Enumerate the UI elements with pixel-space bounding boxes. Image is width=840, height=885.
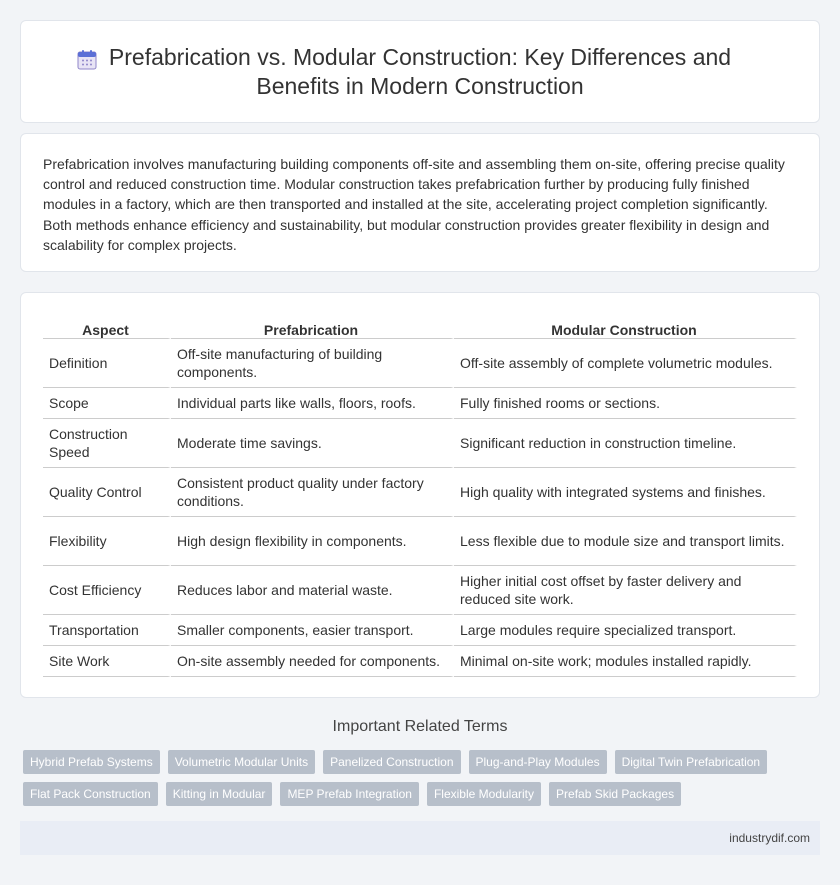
table-row xyxy=(43,615,797,646)
title-card xyxy=(20,20,820,123)
header-aspect: Aspect xyxy=(43,313,171,339)
table-row xyxy=(43,419,797,468)
cell-modular: Large modules require specialized transport. xyxy=(454,615,797,646)
cell-prefabrication: Reduces labor and material waste. xyxy=(171,566,454,615)
cell-aspect: Scope xyxy=(43,388,171,419)
related-term-tag[interactable]: Volumetric Modular Units xyxy=(168,750,315,774)
comparison-card xyxy=(20,292,820,698)
cell-aspect: Definition xyxy=(43,339,171,388)
intro-paragraph: Prefabrication involves manufacturing building components off-site and assembling them on-site, offering precise quality control and reduced construction time. Modular construction takes prefabrication further by producing fully finished modules in a factory, which are then transported and installed at the site, accelerating project completion significantly. Both methods enhance efficiency and sustainability, but modular construction provides greater flexibility in design and scalability for complex projects. xyxy=(43,156,785,253)
cell-prefabrication: On-site assembly needed for components. xyxy=(171,646,454,677)
related-term-tag[interactable]: Plug-and-Play Modules xyxy=(469,750,607,774)
cell-aspect: Transportation xyxy=(43,615,171,646)
cell-modular: High quality with integrated systems and finishes. xyxy=(454,468,797,517)
cell-modular: Higher initial cost offset by faster delivery and reduced site work. xyxy=(454,566,797,615)
related-term-tag[interactable]: Kitting in Modular xyxy=(166,782,273,806)
cell-aspect: Construction Speed xyxy=(43,419,171,468)
cell-aspect: Cost Efficiency xyxy=(43,566,171,615)
intro-card xyxy=(20,133,820,272)
cell-prefabrication: Smaller components, easier transport. xyxy=(171,615,454,646)
footer xyxy=(20,821,820,855)
table-header-row xyxy=(43,313,797,339)
cell-aspect: Flexibility xyxy=(43,517,171,566)
cell-prefabrication: Consistent product quality under factory conditions. xyxy=(171,468,454,517)
related-term-tag[interactable]: Panelized Construction xyxy=(323,750,460,774)
page-title: Prefabrication vs. Modular Construction: Key Differences and Benefits in Modern Construction xyxy=(108,44,732,99)
header-prefabrication: Prefabrication xyxy=(171,313,454,339)
table-row xyxy=(43,566,797,615)
cell-aspect: Site Work xyxy=(43,646,171,677)
cell-aspect: Quality Control xyxy=(43,468,171,517)
cell-modular: Less flexible due to module size and transport limits. xyxy=(454,517,797,566)
related-terms-title: Important Related Terms xyxy=(332,718,508,735)
related-term-tag[interactable]: Prefab Skid Packages xyxy=(549,782,681,806)
cell-modular: Off-site assembly of complete volumetric modules. xyxy=(454,339,797,388)
header-modular: Modular Construction xyxy=(454,313,797,339)
related-term-tag[interactable]: Flat Pack Construction xyxy=(23,782,158,806)
cell-modular: Significant reduction in construction timeline. xyxy=(454,419,797,468)
related-term-tag[interactable]: Flexible Modularity xyxy=(427,782,541,806)
table-row xyxy=(43,339,797,388)
table-row xyxy=(43,517,797,566)
table-row xyxy=(43,468,797,517)
cell-modular: Minimal on-site work; modules installed rapidly. xyxy=(454,646,797,677)
comparison-table xyxy=(43,313,797,677)
related-term-tag[interactable]: Digital Twin Prefabrication xyxy=(615,750,768,774)
cell-prefabrication: High design flexibility in components. xyxy=(171,517,454,566)
related-terms-list xyxy=(23,750,813,806)
cell-modular: Fully finished rooms or sections. xyxy=(454,388,797,419)
related-term-tag[interactable]: Hybrid Prefab Systems xyxy=(23,750,160,774)
cell-prefabrication: Off-site manufacturing of building components. xyxy=(171,339,454,388)
related-term-tag[interactable]: MEP Prefab Integration xyxy=(280,782,419,806)
footer-site-link[interactable]: industrydif.com xyxy=(729,831,810,845)
table-row xyxy=(43,646,797,677)
table-row xyxy=(43,388,797,419)
cell-prefabrication: Individual parts like walls, floors, roofs. xyxy=(171,388,454,419)
cell-prefabrication: Moderate time savings. xyxy=(171,419,454,468)
